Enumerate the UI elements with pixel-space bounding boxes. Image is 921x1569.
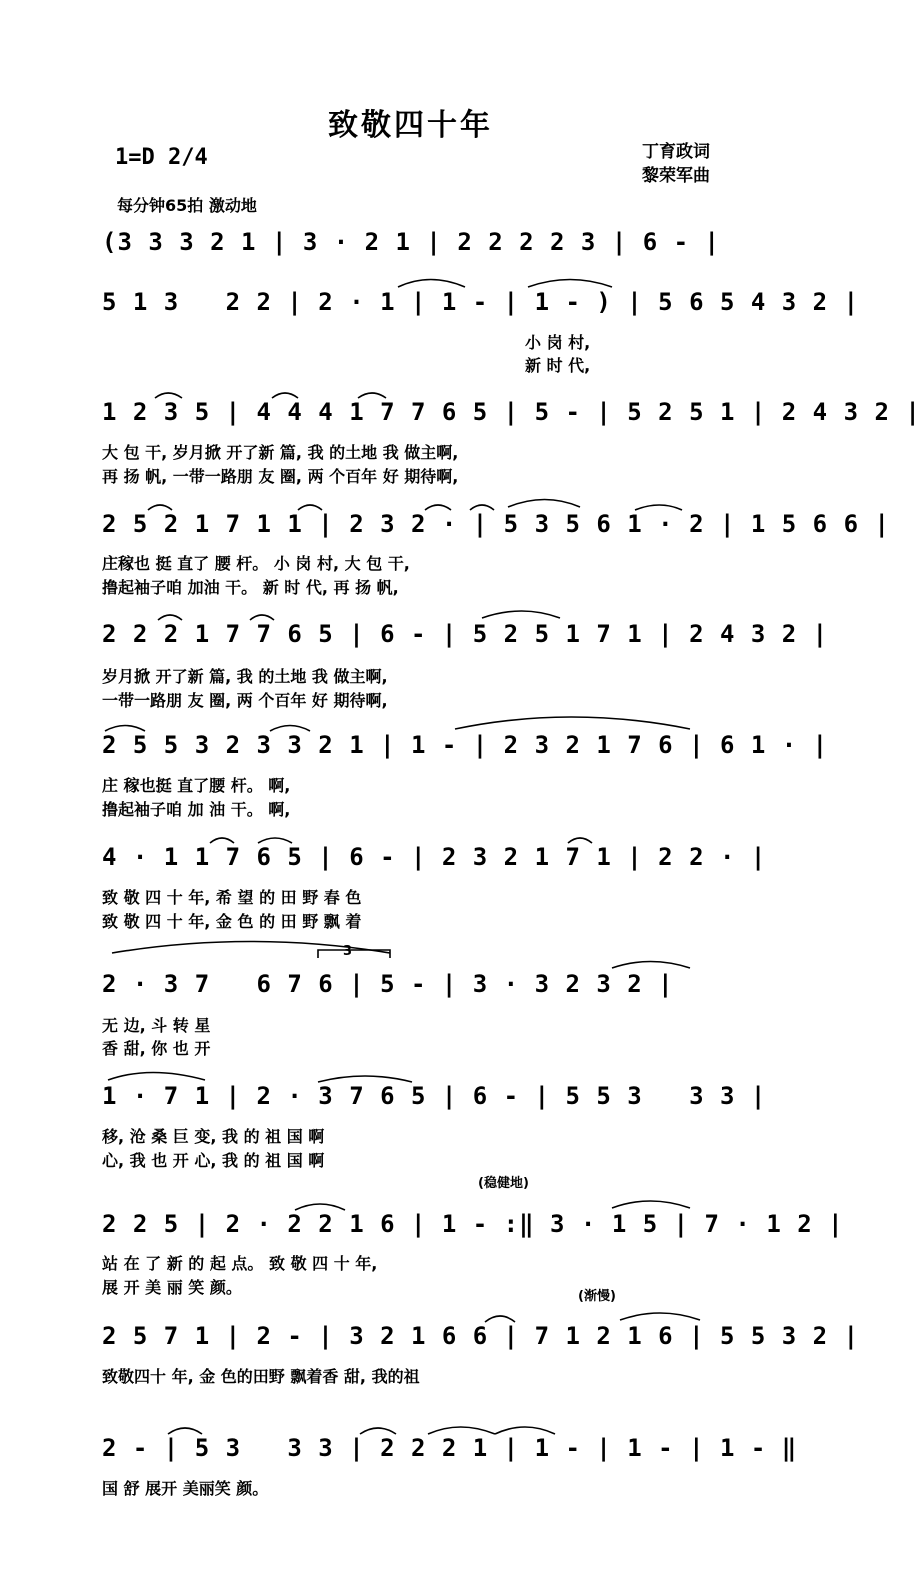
slur (612, 1201, 690, 1208)
key-signature: 1=D 2/4 (115, 145, 208, 170)
lyric-line: 庄 稼也挺 直了腰 杆。 啊, (102, 776, 291, 795)
slur (428, 1427, 495, 1434)
lyric-line: 致敬四十 年, 金 色的田野 飘着香 甜, 我的祖 (102, 1367, 420, 1386)
lyric-line: 站 在 了 新 的 起 点。 致 敬 四 十 年, (102, 1254, 378, 1273)
lyric-line: 新 时 代, (525, 356, 591, 375)
lyric-line: 致 敬 四 十 年, 希 望 的 田 野 春 色 (102, 888, 362, 907)
lyricist-credit: 丁育政词 (642, 142, 710, 162)
notation-row: 5 1 3 2 2 | 2 · 1 | 1 - | 1 - ) | 5 6 5 4 3 2 | (102, 288, 860, 316)
notation-row: 2 - | 5 3 3 3 | 2 2 2 1 | 1 - | 1 - | 1 - ‖ (102, 1434, 798, 1462)
tempo-marking: 每分钟65拍 激动地 (117, 196, 257, 215)
triplet-mark: 3 (343, 944, 353, 959)
slur (455, 717, 690, 729)
slur (508, 500, 580, 508)
notation-row: 2 2 2 1 7 7 6 5 | 6 - | 5 2 5 1 7 1 | 2 4 3 2 | (102, 620, 829, 648)
notation-row: 2 · 3 7 6 7 6 | 5 - | 3 · 3 2 3 2 | (102, 970, 674, 998)
slur (482, 611, 560, 618)
lyric-line: 一带一路朋 友 圈, 两 个百年 好 期待啊, (102, 691, 388, 710)
notation-row: 1 · 7 1 | 2 · 3 7 6 5 | 6 - | 5 5 3 3 3 | (102, 1082, 767, 1110)
lyric-line: 小 岗 村, (525, 333, 591, 352)
lyric-line: 撸起袖子咱 加 油 干。 啊, (102, 800, 291, 819)
expression-steady: (稳健地) (478, 1176, 529, 1191)
lyric-line: 大 包 干, 岁月掀 开了新 篇, 我 的土地 我 做主啊, (102, 443, 459, 462)
slur (398, 280, 465, 288)
lyric-line: 再 扬 帆, 一带一路朋 友 圈, 两 个百年 好 期待啊, (102, 467, 459, 486)
lyric-line: 无 边, 斗 转 星 (102, 1016, 211, 1035)
triplet-bracket (318, 950, 390, 958)
lyric-line: 展 开 美 丽 笑 颜。 (102, 1278, 242, 1297)
lyric-line: 致 敬 四 十 年, 金 色 的 田 野 飘 着 (102, 912, 362, 931)
slur (620, 1313, 700, 1320)
slur (528, 280, 612, 288)
notation-row: (3 3 3 2 1 | 3 · 2 1 | 2 2 2 2 3 | 6 - | (102, 228, 720, 256)
slur (495, 1427, 555, 1434)
notation-row: 2 5 7 1 | 2 - | 3 2 1 6 6 | 7 1 2 1 6 | 5 5 3 2 | (102, 1322, 860, 1350)
notation-row: 2 2 5 | 2 · 2 2 1 6 | 1 - :‖ 3 · 1 5 | 7 · 1 2 | (102, 1210, 844, 1238)
slur (108, 1073, 205, 1081)
song-title: 致敬四十年 (328, 108, 493, 143)
lyric-line: 香 甜, 你 也 开 (102, 1039, 211, 1058)
notation-row: 2 5 5 3 2 3 3 2 1 | 1 - | 2 3 2 1 7 6 | 6 1 · | (102, 731, 829, 759)
lyric-line: 岁月掀 开了新 篇, 我 的土地 我 做主啊, (102, 667, 388, 686)
lyric-line: 撸起袖子咱 加油 干。 新 时 代, 再 扬 帆, (102, 578, 399, 597)
expression-rit: (渐慢) (578, 1289, 616, 1304)
slur (612, 962, 690, 969)
lyric-line: 移, 沧 桑 巨 变, 我 的 祖 国 啊 (102, 1127, 325, 1146)
composer-credit: 黎荣军曲 (642, 166, 710, 186)
lyric-line: 心, 我 也 开 心, 我 的 祖 国 啊 (102, 1151, 325, 1170)
notation-row: 1 2 3 5 | 4 4 4 1 7 7 6 5 | 5 - | 5 2 5 1 | 2 4 3 2 | (102, 398, 921, 426)
lyric-line: 国 舒 展开 美丽笑 颜。 (102, 1479, 269, 1498)
lyric-line: 庄稼也 挺 直了 腰 杆。 小 岗 村, 大 包 干, (102, 554, 410, 573)
notation-row: 2 5 2 1 7 1 1 | 2 3 2 · | 5 3 5 6 1 · 2 | 1 5 6 6 | (102, 510, 890, 538)
notation-row: 4 · 1 1 7 6 5 | 6 - | 2 3 2 1 7 1 | 2 2 · | (102, 843, 767, 871)
